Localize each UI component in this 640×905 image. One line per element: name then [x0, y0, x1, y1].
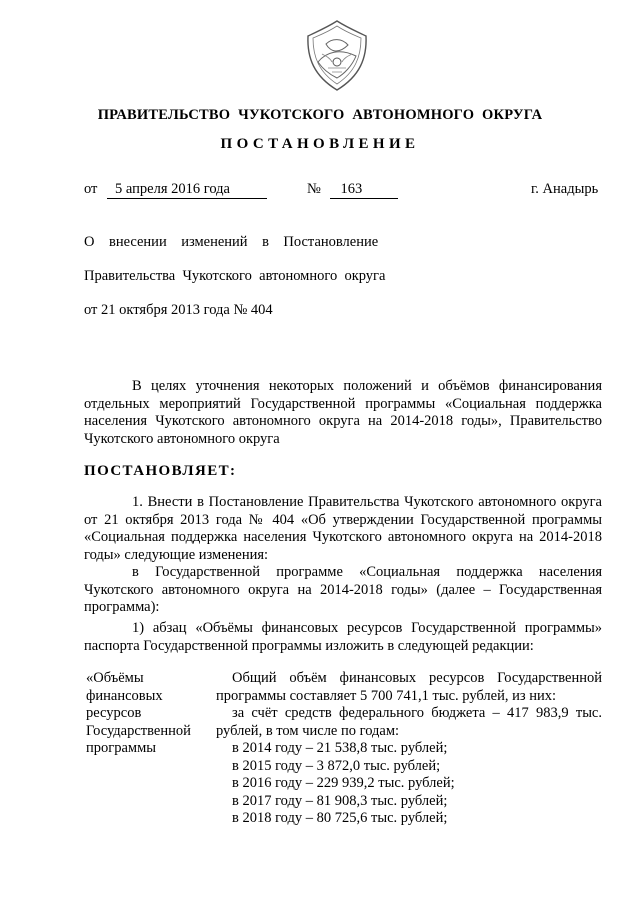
document-number: 163 — [330, 181, 398, 199]
document-date: 5 апреля 2016 года — [107, 181, 267, 199]
from-label: от — [84, 181, 98, 197]
table-federal: за счёт средств федерального бюджета – 417 983,9 тыс. рублей, в том числе по годам: — [216, 705, 602, 739]
table-right-cell — [216, 670, 602, 828]
document-type: ПОСТАНОВЛЕНИЕ — [220, 136, 420, 152]
year-row: в 2015 году – 3 872,0 тыс. рублей; — [232, 757, 441, 774]
item-1-1: 1) абзац «Объёмы финансовых ресурсов Государственной программы» паспорта Государственной программы изложить в следующей редакции: — [84, 620, 602, 654]
year-row: в 2018 году – 80 725,6 тыс. рублей; — [232, 810, 448, 826]
preamble: В целях уточнения некоторых положений и объёмов финансирования отдельных мероприятий Государственной программы «Социальная поддержка населения Чукотского автономного округа на 2014-2018 годы», Правительство Чукотского автономного округа — [84, 378, 602, 447]
year-row: в 2014 году – 21 538,8 тыс. рублей; — [232, 740, 448, 756]
number-line — [307, 181, 398, 199]
date-line — [84, 181, 267, 199]
coat-of-arms-icon — [296, 18, 378, 94]
subject-line-3: от 21 октября 2013 года № 404 — [84, 302, 273, 318]
resolves-heading: ПОСТАНОВЛЯЕТ: — [84, 463, 237, 479]
subject-line-2: Правительства Чукотского автономного округа — [84, 268, 386, 284]
subject-line-1: О внесении изменений в Постановление — [84, 234, 379, 250]
year-row: в 2017 году – 81 908,3 тыс. рублей; — [232, 792, 448, 809]
government-title: ПРАВИТЕЛЬСТВО ЧУКОТСКОГО АВТОНОМНОГО ОКРУГА — [97, 107, 543, 123]
number-label: № — [307, 181, 321, 197]
year-row: в 2016 году – 229 939,2 тыс. рублей; — [232, 775, 455, 791]
table-left-label: «Объёмы финансовых ресурсов Государственной программы — [86, 670, 191, 756]
table-total: Общий объём финансовых ресурсов Государственной программы составляет 5 700 741,1 тыс. рублей, из них: — [216, 670, 602, 704]
item-1: 1. Внести в Постановление Правительства Чукотского автономного округа от 21 октября 2013 года № 404 «Об утверждении Государственной программы «Социальная поддержка населения Чукотского автономного округа на 2014-2018 годы» следующие изменения: — [84, 494, 602, 563]
item-1-sub: в Государственной программе «Социальная поддержка населения Чукотского автономного округа на 2014-2018 годы» (далее – Государственная программа): — [84, 564, 602, 615]
city: г. Анадырь — [531, 181, 599, 197]
